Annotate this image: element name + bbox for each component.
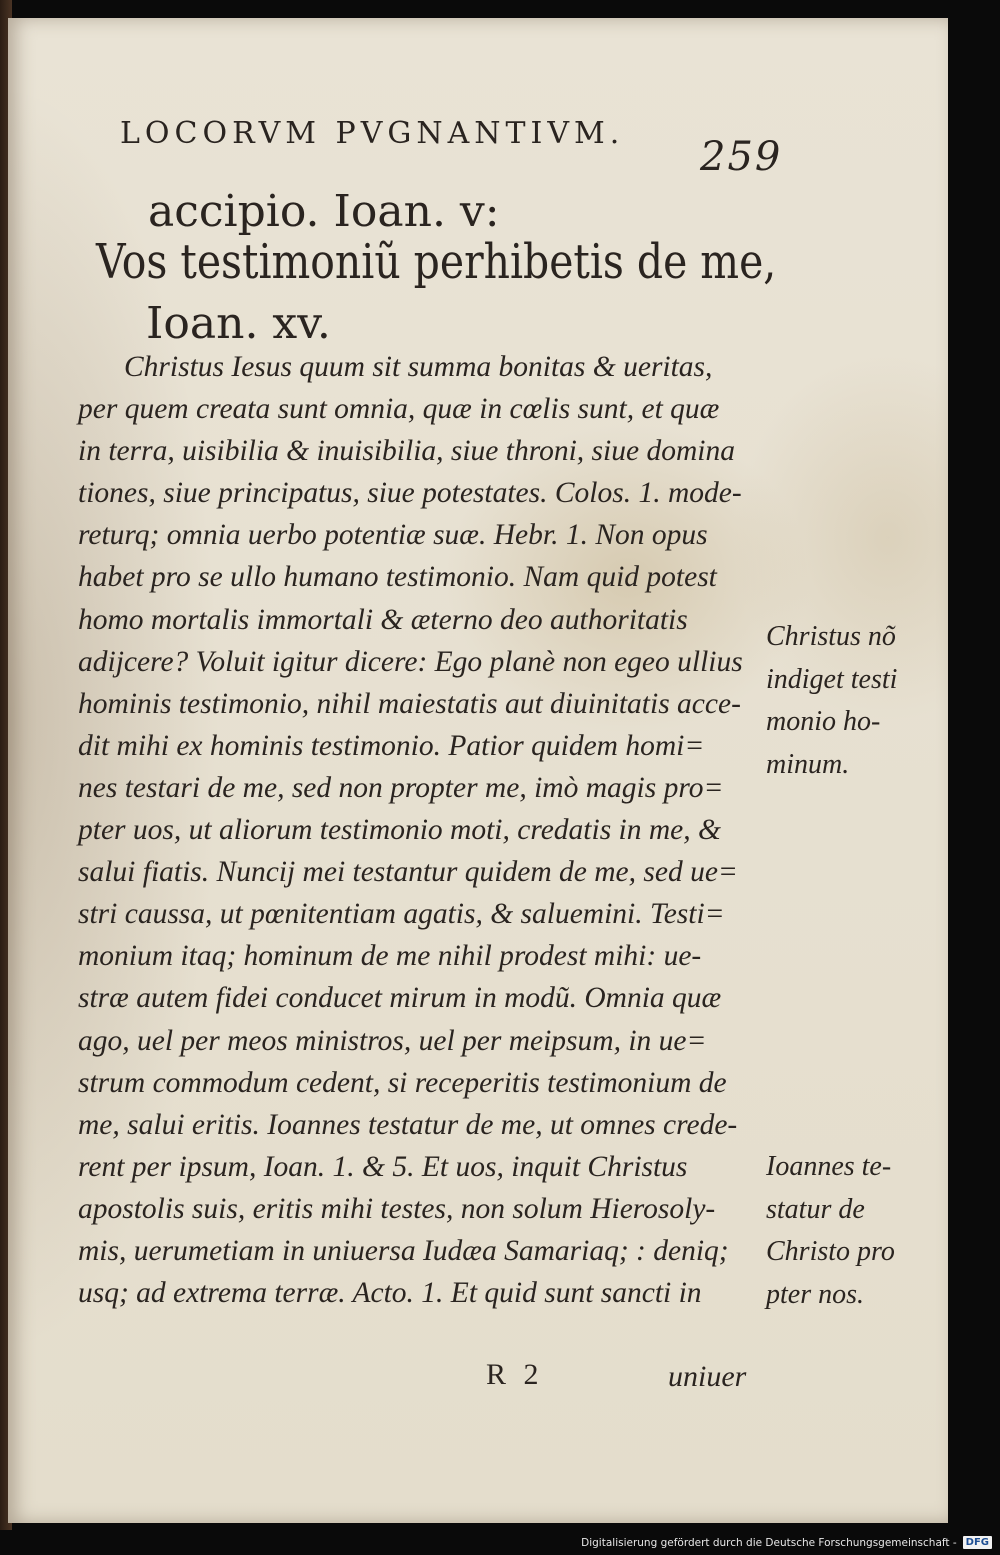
dfg-credit-text: Digitalisierung gefördert durch die Deutsche Forschungsgemeinschaft - xyxy=(581,1536,957,1549)
body-line: usq; ad extrema terræ. Acto. 1. Et quid sunt sancti in xyxy=(78,1277,702,1310)
catchword: uniuer xyxy=(668,1360,747,1393)
signature-mark: R 2 xyxy=(486,1358,539,1391)
body-text xyxy=(78,346,768,1314)
margin-note-line: Christus nõ xyxy=(766,621,896,652)
margin-note-line: indiget testi xyxy=(766,663,898,695)
body-line: strum commodum cedent, si receperitis testimonium de xyxy=(78,1066,727,1099)
body-line: me, salui eritis. Ioannes testatur de me, ut omnes crede- xyxy=(78,1108,738,1141)
body-line: habet pro se ullo humano testimonio. Nam quid potest xyxy=(78,561,717,594)
body-line: returq; omnia uerbo potentiæ suæ. Hebr. 1. Non opus xyxy=(78,519,708,552)
running-head: LOCORVM PVGNANTIVM. xyxy=(120,116,625,151)
margin-note-line: Christo pro xyxy=(766,1236,895,1267)
body-line: pter uos, ut aliorum testimonio moti, credatis in me, & xyxy=(78,814,721,847)
body-line: adijcere? Voluit igitur dicere: Ego planè non egeo ullius xyxy=(78,645,743,678)
heading-line: Vos testimoniũ perhibetis de me, xyxy=(96,234,777,290)
margin-note xyxy=(766,616,936,786)
margin-note xyxy=(766,1146,936,1316)
body-line: nes testari de me, sed non propter me, imò magis pro= xyxy=(78,771,724,804)
body-line: per quem creata sunt omnia, quæ in cœlis sunt, et quæ xyxy=(78,393,720,426)
margin-note-line: statur de xyxy=(766,1193,865,1225)
dfg-logo[interactable]: DFG xyxy=(963,1536,992,1549)
body-line: hominis testimonio, nihil maiestatis aut diuinitatis acce- xyxy=(78,687,741,720)
body-line: apostolis suis, eritis mihi testes, non solum Hierosoly- xyxy=(78,1192,716,1225)
body-line: in terra, uisibilia & inuisibilia, siue throni, siue domina xyxy=(78,435,735,468)
book-page xyxy=(8,18,948,1523)
margin-note-line: monio ho- xyxy=(766,706,881,737)
heading-line: Ioan. xv. xyxy=(146,298,331,349)
body-line: salui fiatis. Nuncij mei testantur quidem de me, sed ue= xyxy=(78,856,738,889)
body-line: Christus Iesus quum sit summa bonitas & ueritas, xyxy=(124,351,713,383)
page-number: 259 xyxy=(700,134,783,180)
body-line: ago, uel per meos ministros, uel per meipsum, in ue= xyxy=(78,1024,707,1057)
body-line: homo mortalis immortali & æterno deo authoritatis xyxy=(78,603,688,636)
margin-note-line: pter nos. xyxy=(766,1278,864,1310)
body-line: mis, uerumetiam in uniuersa Iudæa Samariaq; : deniq; xyxy=(78,1234,729,1267)
body-line: rent per ipsum, Ioan. 1. & 5. Et uos, inquit Christus xyxy=(78,1150,688,1183)
margin-note-line: minum. xyxy=(766,748,850,780)
body-line: tiones, siue principatus, siue potestates. Colos. 1. mode- xyxy=(78,477,742,510)
margin-note-line: Ioannes te- xyxy=(766,1151,892,1182)
heading-line: accipio. Ioan. v: xyxy=(148,186,500,237)
body-line: monium itaq; hominum de me nihil prodest mihi: ue- xyxy=(78,940,702,973)
body-line: stri caussa, ut pœnitentiam agatis, & saluemini. Testi= xyxy=(78,898,725,931)
body-line: stræ autem fidei conducet mirum in modũ. Omnia quæ xyxy=(78,982,722,1015)
body-line: dit mihi ex hominis testimonio. Patior quidem homi= xyxy=(78,729,705,762)
dfg-credit-footer xyxy=(581,1536,992,1549)
